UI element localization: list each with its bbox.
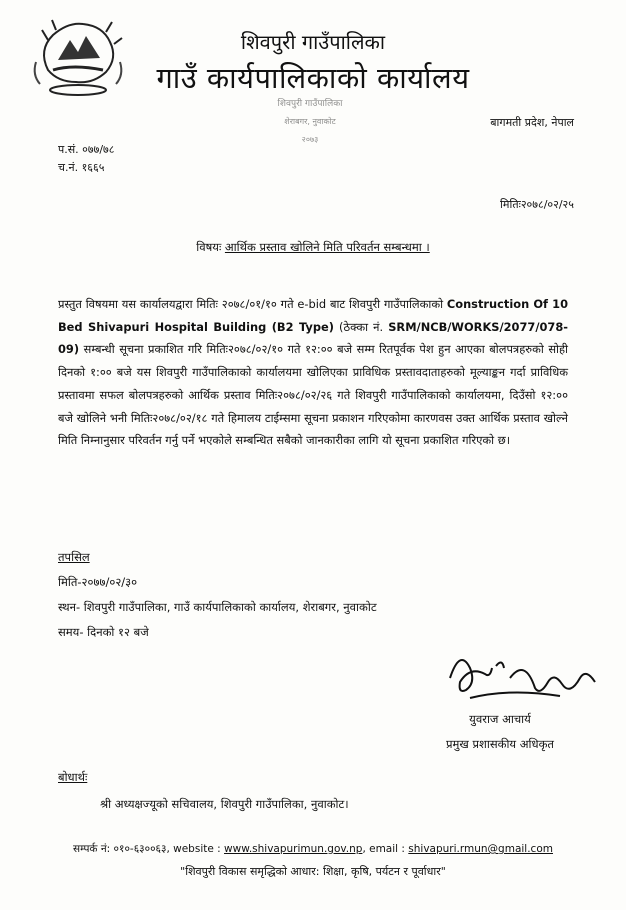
slogan: "शिवपुरी विकास समृद्धिको आधार: शिक्षा, कृषि, पर्यटन र पूर्वाधार" bbox=[180, 865, 446, 878]
website-link[interactable]: www.shivapurimun.gov.np bbox=[224, 843, 363, 855]
handwritten-signature bbox=[430, 638, 610, 708]
email-link[interactable]: shivapuri.rmun@gmail.com bbox=[408, 843, 553, 855]
cc-recipient: श्री अध्यक्षज्यूको सचिवालय, शिवपुरी गाउँपालिका, नुवाकोट। bbox=[100, 797, 349, 811]
details-time: समय- दिनको १२ बजे bbox=[58, 625, 149, 639]
details-date: मिति-२०७७/०२/३० bbox=[58, 575, 138, 589]
details-title: तपसिल bbox=[58, 550, 90, 564]
svg-text:२०७३: २०७३ bbox=[301, 135, 319, 144]
body-main: सम्बन्धी सूचना प्रकाशित गरि मितिः२०७८/०२/१० गते १२:०० बजे सम्म रितपूर्वक पेश हुन आएका बोलपत्रहरुको सोही दिनको १:०० बजे यस शिवपुरी गाउँपालिकाको कार्यालयमा खोलिएका प्राविधिक प्रस्तावदाताहरुको मूल्याङ्कन गर्दा प्राविधिक प्रस्तावमा सफल बोलपत्रहरुको आर्थिक प्रस्ताव मितिः२०७८/०२/२६ गते शिवपुरी गाउँपालिकाको कार्यालयमा, दिउँसो १२:०० बजे खोलिने भनी मितिः२०७८/०२/१८ गते हिमालय टाईम्समा सूचना प्रकाशन गरिएकोमा कारणवस उक्त आर्थिक प्रस्ताव खोल्ने मिति निम्नानुसार परिवर्तन गर्नु पर्ने भएकोले सम्बन्धित सबैको जानकारीका लागि यो सूचना प्रकाशित गरिएको छ। bbox=[58, 342, 568, 448]
signer-title: प्रमुख प्रशासकीय अधिकृत bbox=[446, 737, 554, 751]
svg-text:शिवपुरी गाउँपालिका: शिवपुरी गाउँपालिका bbox=[277, 99, 343, 109]
subject-text: आर्थिक प्रस्ताव खोलिने मिति परिवर्तन सम्बन्धमा । bbox=[224, 240, 430, 254]
dispatch-number: च.नं. १६६५ bbox=[58, 161, 105, 174]
subject-label: विषयः bbox=[196, 240, 222, 254]
contract-number: SRM/NCB/WORKS/2077/078-09) bbox=[58, 319, 568, 357]
municipality-name: शिवपुरी गाउँपालिका bbox=[240, 30, 386, 54]
notice-body bbox=[58, 293, 568, 452]
contact-line bbox=[0, 842, 626, 856]
reference-number: प.सं. ०७७/७८ bbox=[58, 143, 115, 156]
province-label: बागमती प्रदेश, नेपाल bbox=[490, 116, 574, 129]
cc-title: बोधार्थः bbox=[58, 770, 88, 784]
subject-line bbox=[0, 240, 626, 255]
office-name: गाउँ कार्यपालिकाको कार्यालय bbox=[156, 61, 470, 95]
body-intro: प्रस्तुत विषयमा यस कार्यालयद्वारा मितिः २०७८/०१/१० गते e-bid बाट शिवपुरी गाउँपालिकाको bbox=[58, 297, 444, 311]
letter-date: मितिः२०७८/०२/२५ bbox=[500, 198, 574, 211]
contact-label: सम्पर्क नं: ०१०-६३००६३, website : bbox=[73, 843, 225, 855]
office-stamp bbox=[255, 92, 365, 152]
project-name: Construction Of 10 Bed Shivapuri Hospital Building (B2 Type) bbox=[58, 297, 569, 334]
svg-text:शेराबगर, नुवाकोट: शेराबगर, नुवाकोट bbox=[284, 117, 336, 126]
details-place: स्थन- शिवपुरी गाउँपालिका, गाउँ कार्यपालिकाको कार्यालय, शेराबगर, नुवाकोट bbox=[58, 600, 377, 614]
body-contract-prefix: (ठेक्का नं. bbox=[333, 319, 384, 334]
signer-name: युवराज आचार्य bbox=[469, 712, 531, 726]
email-label: , email : bbox=[362, 843, 409, 855]
